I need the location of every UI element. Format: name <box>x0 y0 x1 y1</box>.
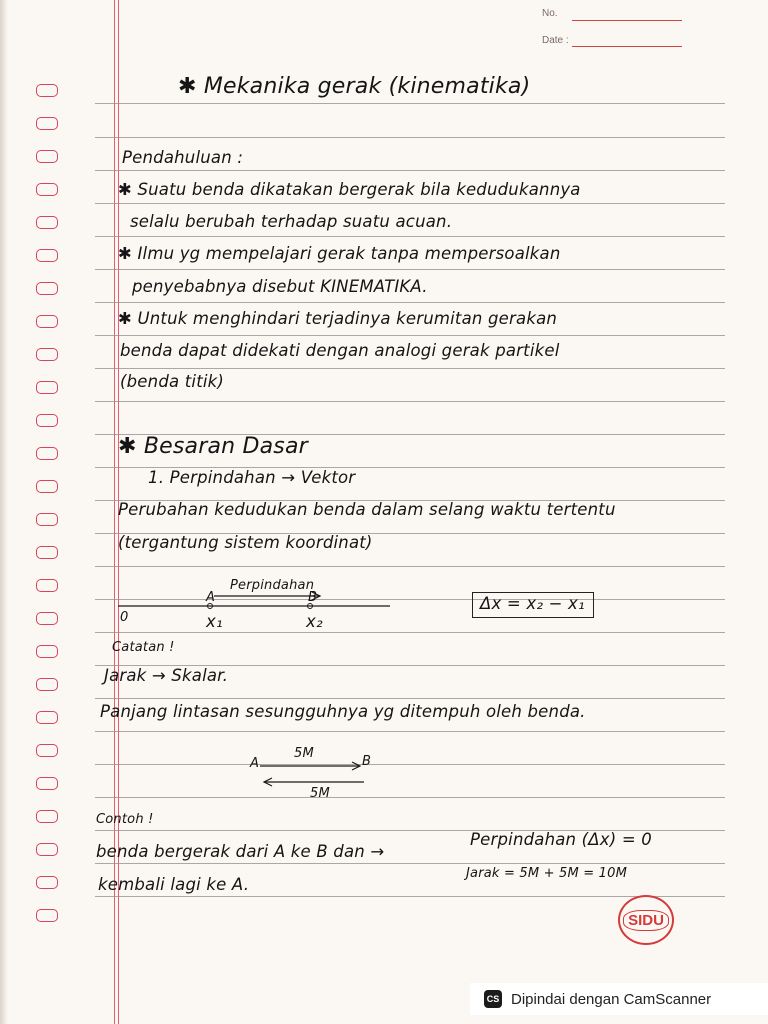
displacement-formula: Δx = x₂ − x₁ <box>480 594 585 613</box>
binding-ring <box>36 414 58 427</box>
example-result-distance: Jarak = 5M + 5M = 10M <box>466 866 628 881</box>
camscanner-icon: CS <box>484 990 502 1008</box>
binding-ring <box>36 348 58 361</box>
binding-ring <box>36 777 58 790</box>
binding-ring <box>36 579 58 592</box>
distance-scalar-line: Jarak → Skalar. <box>104 666 229 685</box>
ruled-line <box>95 731 725 732</box>
binding-ring <box>36 843 58 856</box>
x2-label: x₂ <box>306 612 323 631</box>
no-label: No. <box>542 8 558 19</box>
binding-ring <box>36 282 58 295</box>
ruled-line <box>95 401 725 402</box>
distance-definition: Panjang lintasan sesungguhnya yg ditempuh oleh benda. <box>100 702 586 721</box>
camscanner-watermark <box>470 983 768 1015</box>
ruled-line <box>95 698 725 699</box>
ruled-line <box>95 764 725 765</box>
date-line <box>572 46 682 47</box>
diagram2-point-b: B <box>362 754 372 769</box>
ruled-line <box>95 632 725 633</box>
point2-line1: ✱ Ilmu yg mempelajari gerak tanpa mempersoalkan <box>118 244 561 263</box>
diagram2-top-label: 5M <box>294 746 314 761</box>
point3-line3: (benda titik) <box>120 372 225 391</box>
binding-ring <box>36 447 58 460</box>
point2-line2: penyebabnya disebut KINEMATIKA. <box>132 277 428 296</box>
displacement-label: Perpindahan <box>230 578 315 593</box>
ruled-line <box>95 368 725 369</box>
binding-ring <box>36 546 58 559</box>
binding-ring <box>36 711 58 724</box>
point-b-label: B <box>308 590 318 605</box>
page-edge-shadow <box>0 0 8 1024</box>
point1-line1: ✱ Suatu benda dikatakan bergerak bila kedudukannya <box>118 180 581 199</box>
page-title: ✱ Mekanika gerak (kinematika) <box>178 74 531 99</box>
margin-line-left <box>114 0 115 1024</box>
origin-label: 0 <box>120 610 129 625</box>
binding-ring <box>36 876 58 889</box>
sidu-logo-text: SIDU <box>623 910 669 931</box>
point-a-label: A <box>206 590 216 605</box>
binding-ring <box>36 315 58 328</box>
def1-line2: (tergantung sistem koordinat) <box>118 533 373 552</box>
binding-ring <box>36 381 58 394</box>
point3-line2: benda dapat didekati dengan analogi gerak partikel <box>120 341 560 360</box>
x1-label: x₁ <box>206 612 223 631</box>
binding-ring <box>36 117 58 130</box>
no-line <box>572 20 682 21</box>
example-result-displacement: Perpindahan (Δx) = 0 <box>470 830 652 849</box>
binding-ring <box>36 150 58 163</box>
binding-ring <box>36 744 58 757</box>
binding-ring <box>36 480 58 493</box>
binding-ring <box>36 216 58 229</box>
binding-ring <box>36 678 58 691</box>
ruled-line <box>95 170 725 171</box>
ruled-line <box>95 335 725 336</box>
intro-heading: Pendahuluan : <box>122 148 244 167</box>
item1-heading: 1. Perpindahan → Vektor <box>148 468 356 487</box>
ruled-line <box>95 269 725 270</box>
binding-ring <box>36 249 58 262</box>
binding-ring <box>36 645 58 658</box>
example-line1: benda bergerak dari A ke B dan → <box>96 842 385 861</box>
binding-ring <box>36 84 58 97</box>
ruled-line <box>95 863 725 864</box>
binding-ring <box>36 810 58 823</box>
ruled-line <box>95 896 725 897</box>
example-heading: Contoh ! <box>96 812 154 827</box>
ruled-line <box>95 797 725 798</box>
camscanner-label: Dipindai dengan CamScanner <box>511 990 712 1008</box>
section-heading: ✱ Besaran Dasar <box>118 434 308 459</box>
diagram2-bottom-label: 5M <box>310 786 330 801</box>
ruled-line <box>95 566 725 567</box>
binding-ring <box>36 513 58 526</box>
binding-ring <box>36 909 58 922</box>
date-label: Date : <box>542 35 569 46</box>
ruled-line <box>95 103 725 104</box>
point1-line2: selalu berubah terhadap suatu acuan. <box>130 212 453 231</box>
example-line2: kembali lagi ke A. <box>98 875 250 894</box>
ruled-line <box>95 137 725 138</box>
binding-ring <box>36 183 58 196</box>
ruled-line <box>95 302 725 303</box>
def1-line1: Perubahan kedudukan benda dalam selang waktu tertentu <box>118 500 616 519</box>
ruled-line <box>95 236 725 237</box>
sidu-logo-stamp <box>618 895 674 945</box>
binding-ring <box>36 612 58 625</box>
diagram2-point-a: A <box>250 756 260 771</box>
note-heading: Catatan ! <box>112 640 175 655</box>
point3-line1: ✱ Untuk menghindari terjadinya kerumitan gerakan <box>118 309 558 328</box>
ruled-line <box>95 203 725 204</box>
